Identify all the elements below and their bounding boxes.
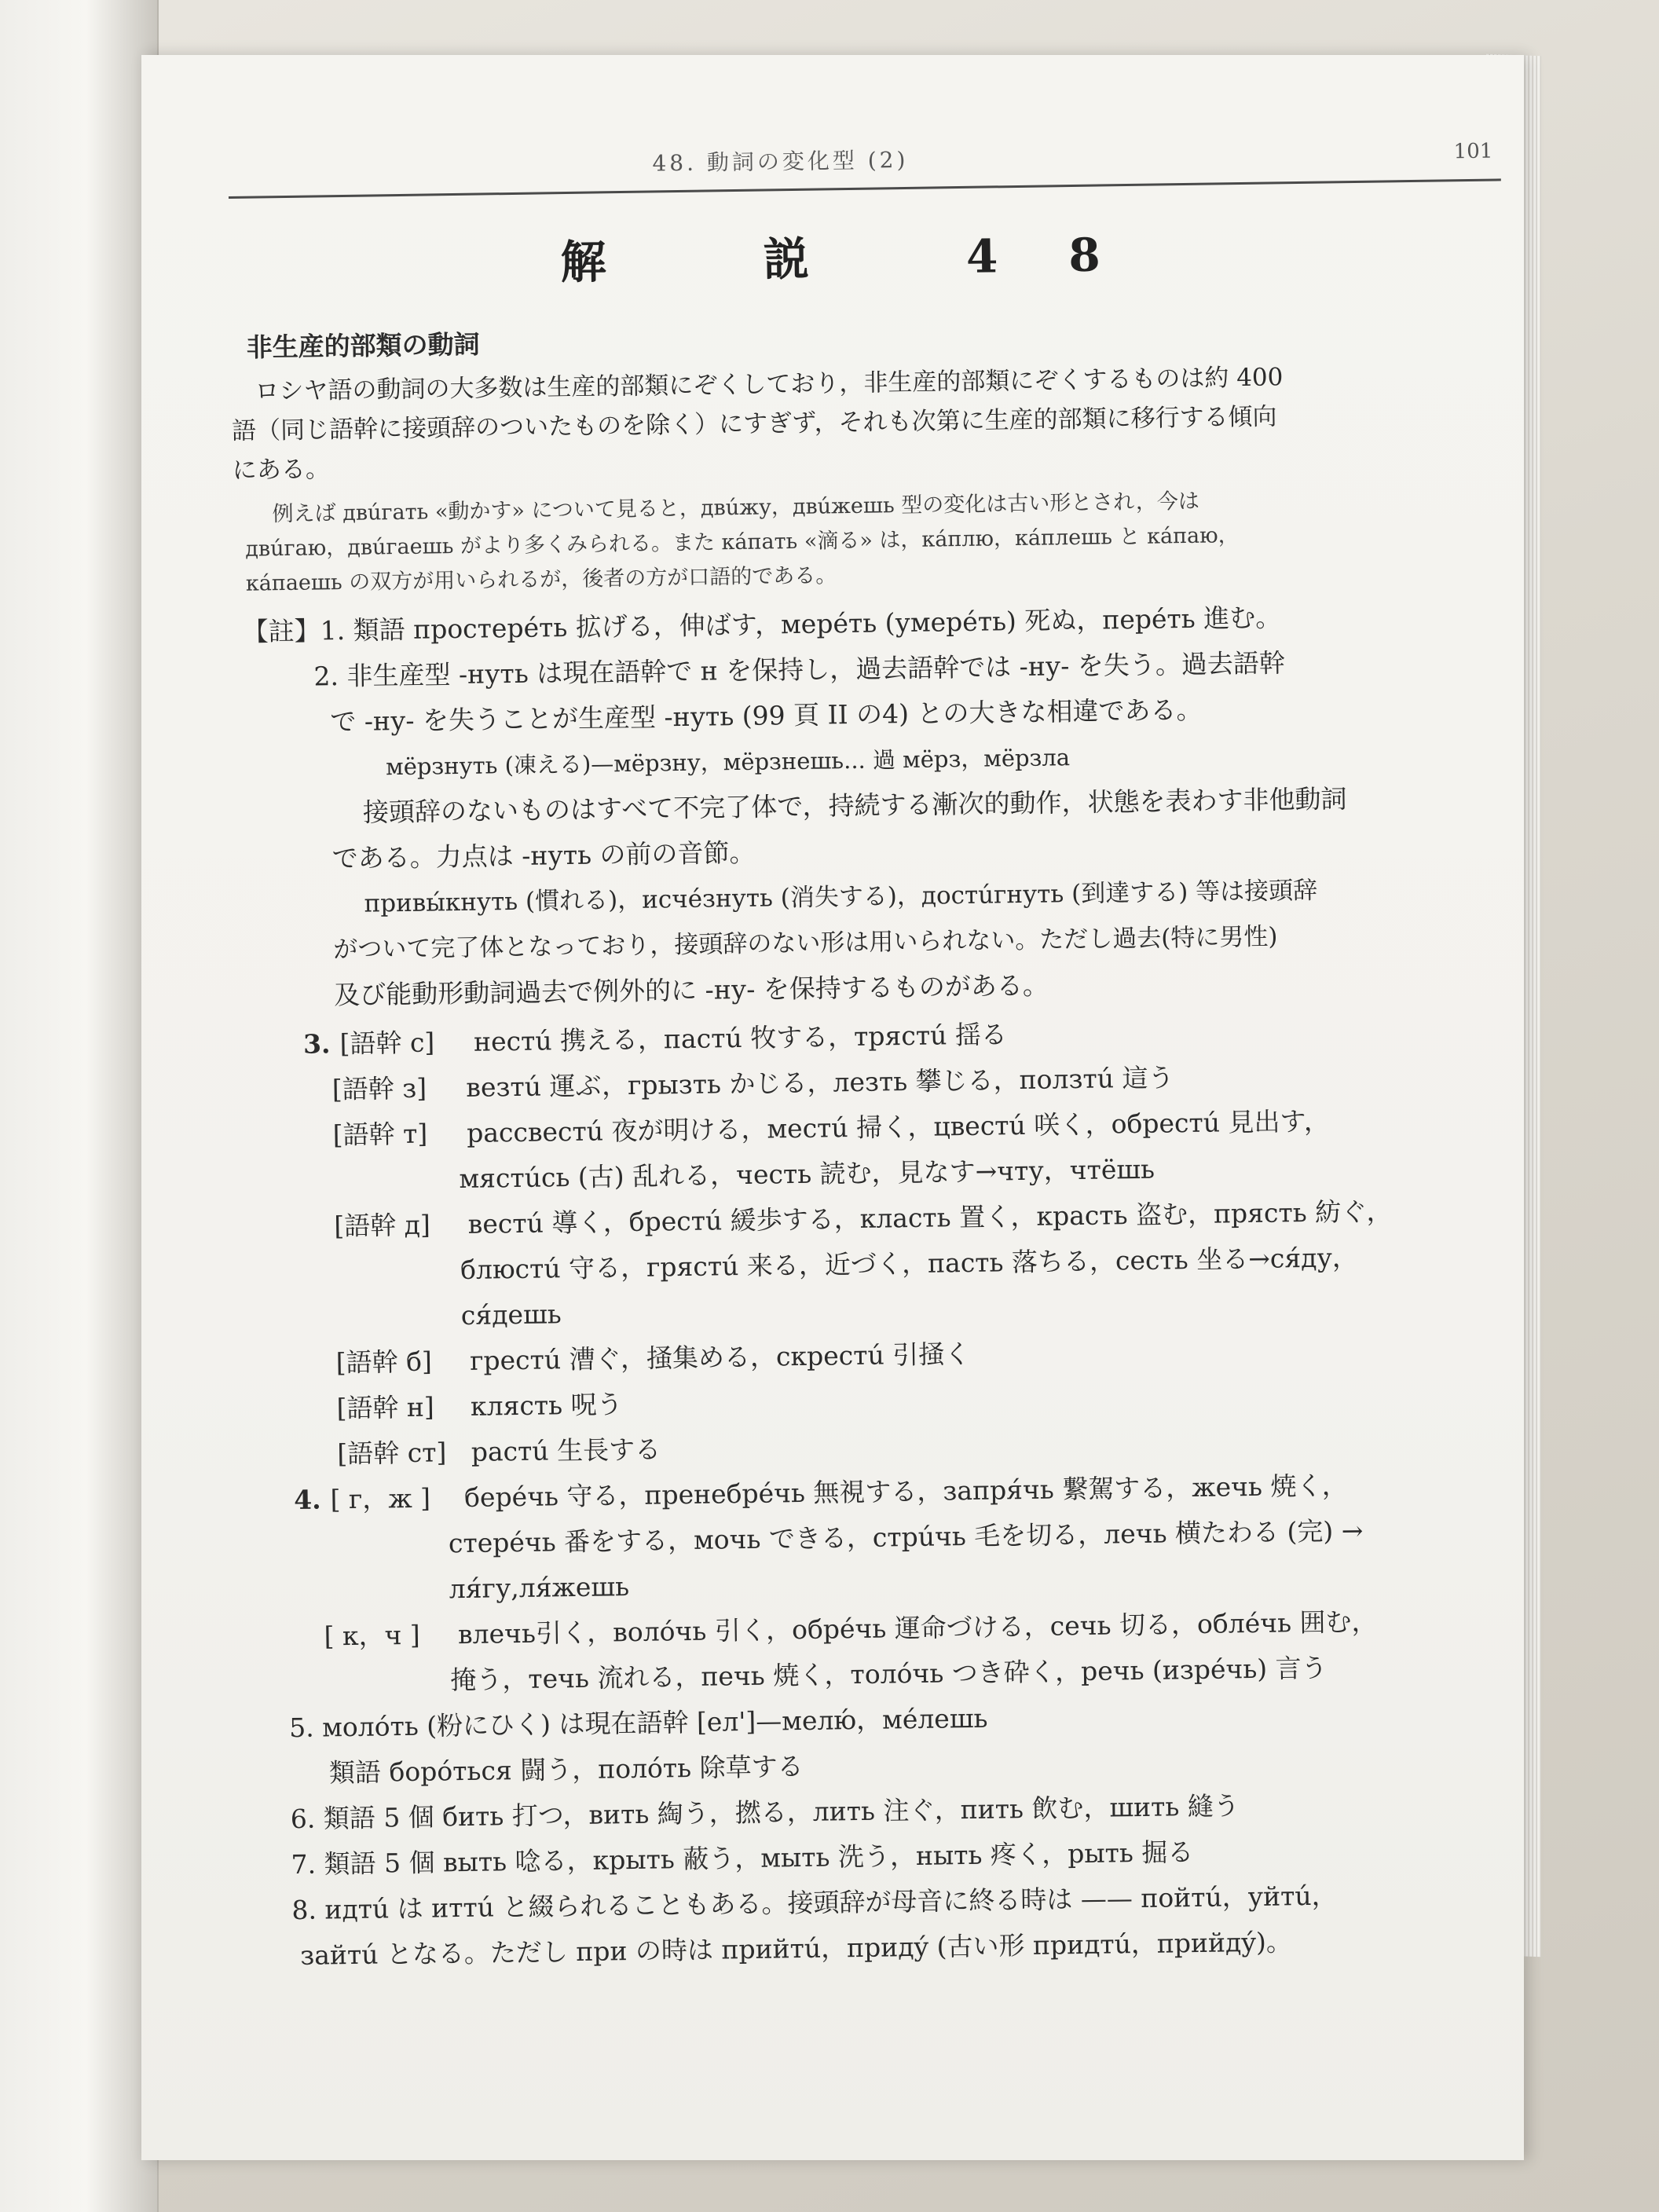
stem-tag: [語幹 с] <box>339 1027 435 1060</box>
notes-block <box>234 591 1512 1020</box>
note-8 <box>252 1870 1525 1979</box>
note-2-example: мёрзнуть (凍える)—мёрзну，мёрзнешь... 過 мёрз，мёрзла <box>385 744 1071 781</box>
verb-list: вестú 導く，брестú 緩歩する，класть 置く，красть 盗む，прясть 紡ぐ， <box>467 1196 1393 1240</box>
stem-tag: [語幹 б] <box>335 1346 433 1379</box>
book-page <box>141 55 1524 2160</box>
verb-list: везтú 運ぶ，грызть かじる，лезть 攀じる，ползтú 這う <box>466 1062 1174 1103</box>
example-line: 例えば двúгать «動かす» について見ると，двúжу，двúжешь 型の変化は古い形とされ，今は <box>272 489 1200 527</box>
verb-list: блюстú 守る，грястú 来る，近づく，пасть 落ちる，сесть 坐る→ся́ду， <box>460 1242 1359 1286</box>
verb-list: мястúсь (古) 乱れる，честь 読む，見なす→чту，чтёшь <box>459 1153 1155 1195</box>
verb-list: влечь引く，волóчь 引く，обрéчь 運命づける，сечь 切る，облéчь 囲む， <box>457 1606 1378 1650</box>
page-number: 101 <box>1453 139 1493 164</box>
verb-list: растú 生長する <box>471 1434 661 1467</box>
verb-list: ся́дешь <box>460 1298 562 1331</box>
note-2-para: 及び能動形動詞過去で例外的に -ну- を保持するものがある。 <box>333 969 1049 1011</box>
example-line: двúгаю，двúгаешь がより多くみられる。また кáпать «滴る» は，кáплю，кáплешь と кáпаю， <box>245 523 1240 562</box>
example-line: кáпаешь の双方が用いられるが，後者の方が口語的である。 <box>245 563 837 596</box>
stem-tag: [語幹 н] <box>336 1391 435 1424</box>
intro-line: にある。 <box>232 455 331 485</box>
verb-list: клясть 呪う <box>470 1389 623 1422</box>
note-number: 3. <box>302 1028 331 1060</box>
verb-list: 掩う，течь 流れる，печь 焼く，толóчь つき砕く，речь (изрéчь) 言う <box>450 1652 1328 1696</box>
note-2-para: 接頭辞のないものはすべて不完了体で，持続する漸次的動作，状態を表わす非他動詞 <box>362 783 1347 828</box>
verb-list: ля́гу,ля́жешь <box>449 1571 630 1605</box>
left-page-curl <box>0 0 159 2212</box>
verb-list: стерéчь 番をする，мочь できる，стрúчь 毛を切る，лечь 横たわる (完) → <box>448 1514 1364 1559</box>
note-6: 6. 類語 5 個 бить 打つ，вить 綯う，撚る，лить 注ぐ，пить 飲む，шить 縫う <box>290 1790 1240 1835</box>
note-5 <box>250 1688 1523 1797</box>
stem-tag: [ к，ч ] <box>324 1619 421 1652</box>
note-2-cont: で -ну- を失うことが生産型 -нуть (99 頁 II の4) との大きな相違である。 <box>330 694 1203 738</box>
intro-paragraph <box>231 354 1505 490</box>
intro-line: 語（同じ語幹に接頭辞のついたものを除く）にすぎず，それも次第に生産的部類に移行する傾向 <box>231 402 1277 445</box>
note-5-line: 類語 борóться 闘う，полóть 除草する <box>328 1750 804 1789</box>
example-paragraph <box>233 480 1507 602</box>
note-8-line: зайтú となる。ただし при の時は прийтú，придý (古い形 придтú，прийдý)。 <box>299 1926 1293 1971</box>
stem-tag: [語幹 ст] <box>337 1437 447 1470</box>
stem-tag: [語幹 з] <box>331 1072 427 1105</box>
note-4 <box>247 1460 1522 1706</box>
page-content <box>228 123 1526 1979</box>
note-number: 4. <box>293 1484 321 1515</box>
stem-tag: [語幹 т] <box>332 1118 428 1151</box>
section-title: 解 説 48 <box>560 227 1172 290</box>
note-1: 【註】1. 類語 простерéть 拡げる，伸ばす，мерéть (умерéть) 死ぬ，перéть 進む。 <box>242 602 1282 647</box>
note-2: 2. 非生産型 -нуть は現在語幹で н を保持し，過去語幹では -ну- を失う。過去語幹 <box>313 647 1286 692</box>
verb-list: нестú 携える，пастú 牧する，трястú 揺る <box>473 1019 1008 1057</box>
intro-line: ロシヤ語の動詞の大多数は生産的部類にぞくしており，非生産的部類にぞくするものは約 400 <box>255 363 1284 406</box>
verb-list: берéчь 守る，пренебрéчь 無視する，запря́чь 繋駕する，жечь 焼く， <box>463 1470 1348 1513</box>
note-5-line: 5. молóть (粉にひく) は現在語幹 [ел']—мелю́，мéлешь <box>288 1702 988 1744</box>
note-7: 7. 類語 5 個 выть 唸る，крыть 蔽う，мыть 洗う，ныть 疼く，рыть 掘る <box>291 1837 1194 1881</box>
note-2-para: привы́кнуть (慣れる)，исчéзнуть (消失する)，достúгнуть (到達する) 等は接頭辞 <box>364 876 1318 918</box>
note-3 <box>240 1005 1519 1478</box>
note-2-para: がついて完了体となっており，接頭辞のない形は用いられない。ただし過去(特に男性) <box>333 922 1278 965</box>
subheading: 非生産的部類の動詞 <box>246 328 480 363</box>
running-title: 48. 動詞の変化型 (2) <box>652 146 909 177</box>
note-8-line: 8. идтú は иттú と綴られることもある。接頭辞が母音に終る時は —— пойтú，уйтú， <box>291 1880 1338 1926</box>
running-head <box>228 123 1501 199</box>
stem-tag: [ г，ж ] <box>330 1482 431 1515</box>
verb-list: рассвестú 夜が明ける，местú 掃く，цвестú 咲く，обрестú 見出す， <box>466 1105 1331 1148</box>
note-2-para: である。力点は -нуть の前の音節。 <box>331 837 756 874</box>
verb-list: грестú 漕ぐ，掻集める，скрестú 引掻く <box>469 1338 971 1376</box>
stem-tag: [語幹 д] <box>334 1209 431 1242</box>
